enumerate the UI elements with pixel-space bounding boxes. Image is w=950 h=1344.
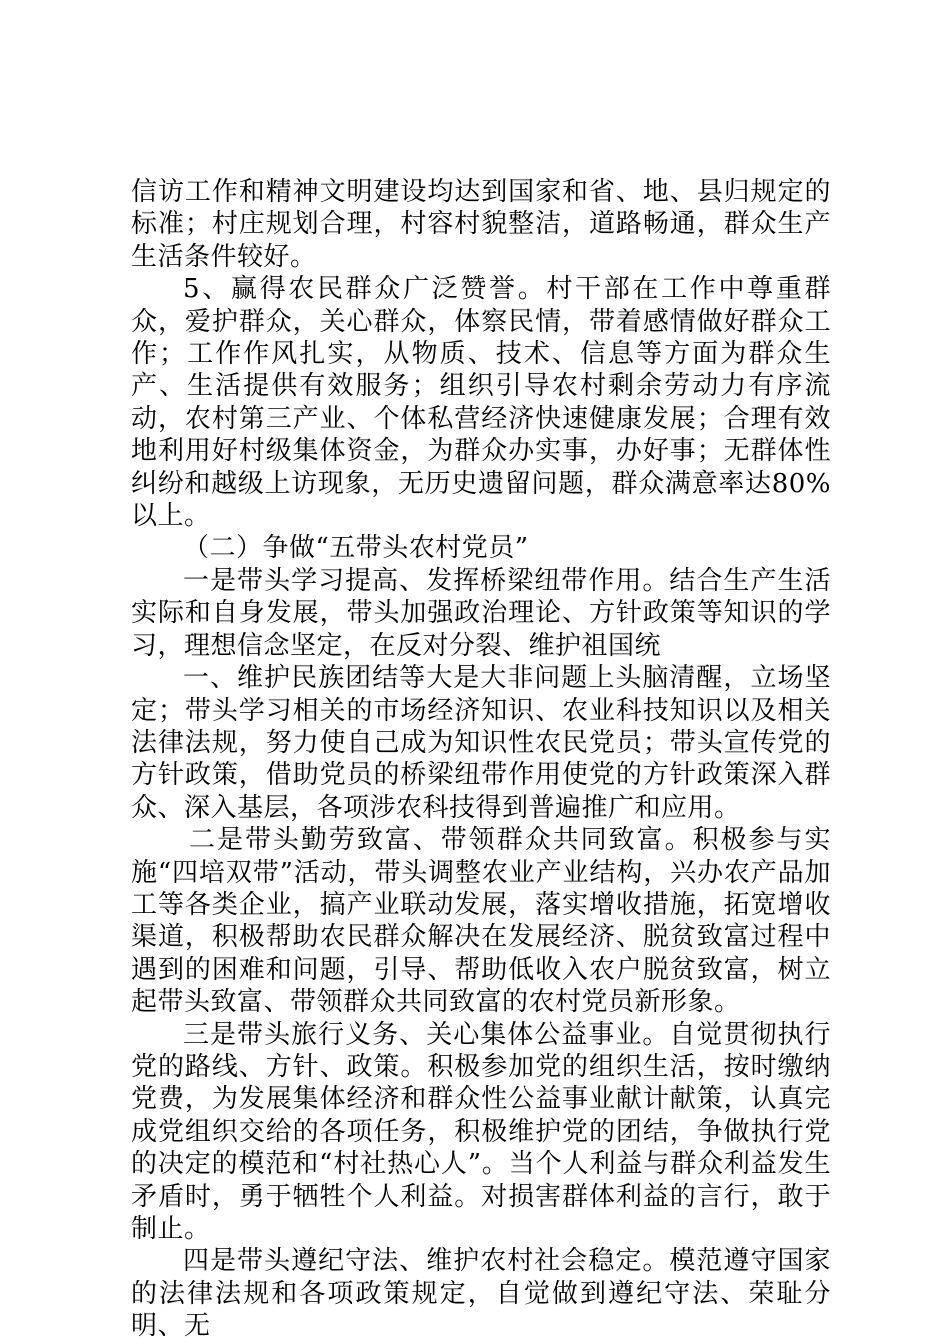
paragraph-point-4: 四是带头遵纪守法、维护农村社会稳定。模范遵守国家的法律法规和各项政策规定，自觉做到遵纪守法、荣耻分明、无: [131, 1246, 831, 1342]
paragraph-item-5: 5、赢得农民群众广泛赞誉。村干部在工作中尊重群众，爱护群众，关心群众，体察民情，带着感情做好群众工作；工作作风扎实，从物质、技术、信息等方面为群众生产、生活提供有效服务；组织引导农村剩余劳动力有序流动，农村第三产业、个体私营经济快速健康发展；合理有效地利用好村级集体资金，为群众办实事，办好事；无群体性纠纷和越级上访现象，无历史遗留问题，群众满意率达80%以上。: [131, 274, 831, 532]
paragraph-point-1: 一是带头学习提高、发挥桥梁纽带作用。结合生产生活实际和自身发展，带头加强政治理论、方针政策等知识的学习，理想信念坚定，在反对分裂、维护祖国统: [131, 565, 831, 661]
paragraph-point-2: 二是带头勤劳致富、带领群众共同致富。积极参与实施“四培双带”活动，带头调整农业产业结构，兴办农产品加工等各类企业，搞产业联动发展，落实增收措施，拓宽增收渠道，积极帮助农民群众解决在发展经济、脱贫致富过程中遇到的困难和问题，引导、帮助低收入农户脱贫致富，树立起带头致富、带领群众共同致富的农村党员新形象。: [131, 825, 831, 1018]
section-heading: （二）争做“五带头农村党员”: [183, 533, 529, 564]
paragraph-continuation: 信访工作和精神文明建设均达到国家和省、地、县归规定的标准；村庄规划合理，村容村貌整洁，道路畅通，群众生产生活条件较好。: [131, 177, 831, 272]
paragraph-point-1-continued: 一、维护民族团结等大是大非问题上头脑清醒，立场坚定；带头学习相关的市场经济知识、农业科技知识以及相关法律法规，努力使自己成为知识性农民党员；带头宣传党的方针政策，借助党员的桥梁纽带作用使党的方针政策深入群众、深入基层，各项涉农科技得到普遍推广和应用。: [131, 663, 831, 823]
document-body: [131, 176, 831, 1343]
paragraph-point-3: 三是带头旅行义务、关心集体公益事业。自觉贯彻执行党的路线、方针、政策。积极参加党的组织生活，按时缴纳党费，为发展集体经济和群众性公益事业献计献策，认真完成党组织交给的各项任务，积极维护党的团结，争做执行党的决定的模范和“村社热心人”。当个人利益与群众利益发生矛盾时，勇于牺牲个人利益。对损害群体利益的言行，敢于制止。: [131, 1019, 831, 1244]
